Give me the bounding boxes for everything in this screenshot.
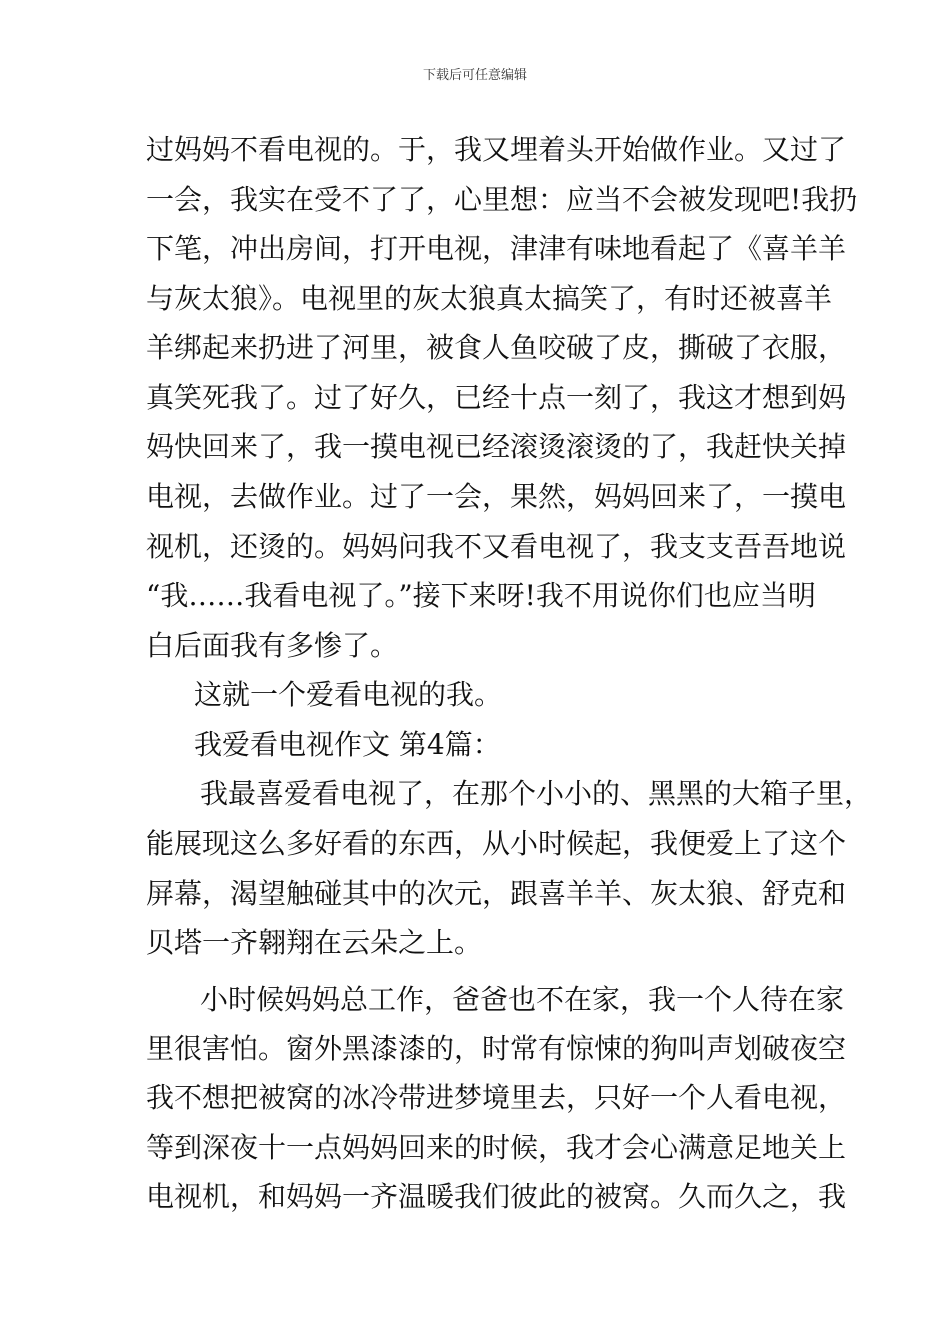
text-line-6: 真笑死我了。过了好久，已经十点一刻了，我这才想到妈 — [146, 381, 847, 414]
text-line-11: 白后面我有多惨了。 — [146, 629, 399, 662]
text-line-8: 电视，去做作业。过了一会，果然，妈妈回来了，一摸电 — [146, 480, 847, 513]
text-line-18: 小时候妈妈总工作，爸爸也不在家，我一个人待在家 — [200, 983, 845, 1016]
text-line-7: 妈快回来了，我一摸电视已经滚烫滚烫的了，我赶快关掉 — [146, 430, 847, 463]
text-line-14: 我最喜爱看电视了，在那个小小的、黑黑的大箱子里， — [200, 777, 873, 810]
text-line-16: 屏幕，渴望触碰其中的次元，跟喜羊羊、灰太狼、舒克和 — [146, 877, 847, 910]
text-line-17: 贝塔一齐翱翔在云朵之上。 — [146, 926, 483, 959]
text-line-4: 与灰太狼》。电视里的灰太狼真太搞笑了，有时还被喜羊 — [146, 282, 833, 315]
text-line-2: 一会，我实在受不了了，心里想：应当不会被发现吧!我扔 — [146, 183, 858, 216]
section-heading: 我爱看电视作文 第4篇： — [194, 728, 501, 761]
text-line-3: 下笔，冲出房间，打开电视，津津有味地看起了《喜羊羊 — [146, 232, 847, 265]
text-line-9: 视机，还烫的。妈妈问我不又看电视了，我支支吾吾地说 — [146, 530, 847, 563]
text-line-1: 过妈妈不看电视的。于，我又埋着头开始做作业。又过了 — [146, 133, 847, 166]
text-line-21: 等到深夜十一点妈妈回来的时候，我才会心满意足地关上 — [146, 1131, 847, 1164]
text-line-12: 这就一个爱看电视的我。 — [194, 678, 503, 711]
text-line-22: 电视机，和妈妈一齐温暖我们彼此的被窝。久而久之，我 — [146, 1180, 847, 1213]
text-line-15: 能展现这么多好看的东西，从小时候起，我便爱上了这个 — [146, 827, 847, 860]
page-header: 下载后可任意编辑 — [422, 68, 527, 83]
text-line-5: 羊绑起来扔进了河里，被食人鱼咬破了皮，撕破了衣服， — [146, 331, 847, 364]
text-line-10: “我……我看电视了。”接下来呀!我不用说你们也应当明 — [146, 579, 816, 612]
text-line-20: 我不想把被窝的冰冷带进梦境里去，只好一个人看电视， — [146, 1081, 847, 1114]
text-line-19: 里很害怕。窗外黑漆漆的，时常有惊悚的狗叫声划破夜空 — [146, 1032, 847, 1065]
